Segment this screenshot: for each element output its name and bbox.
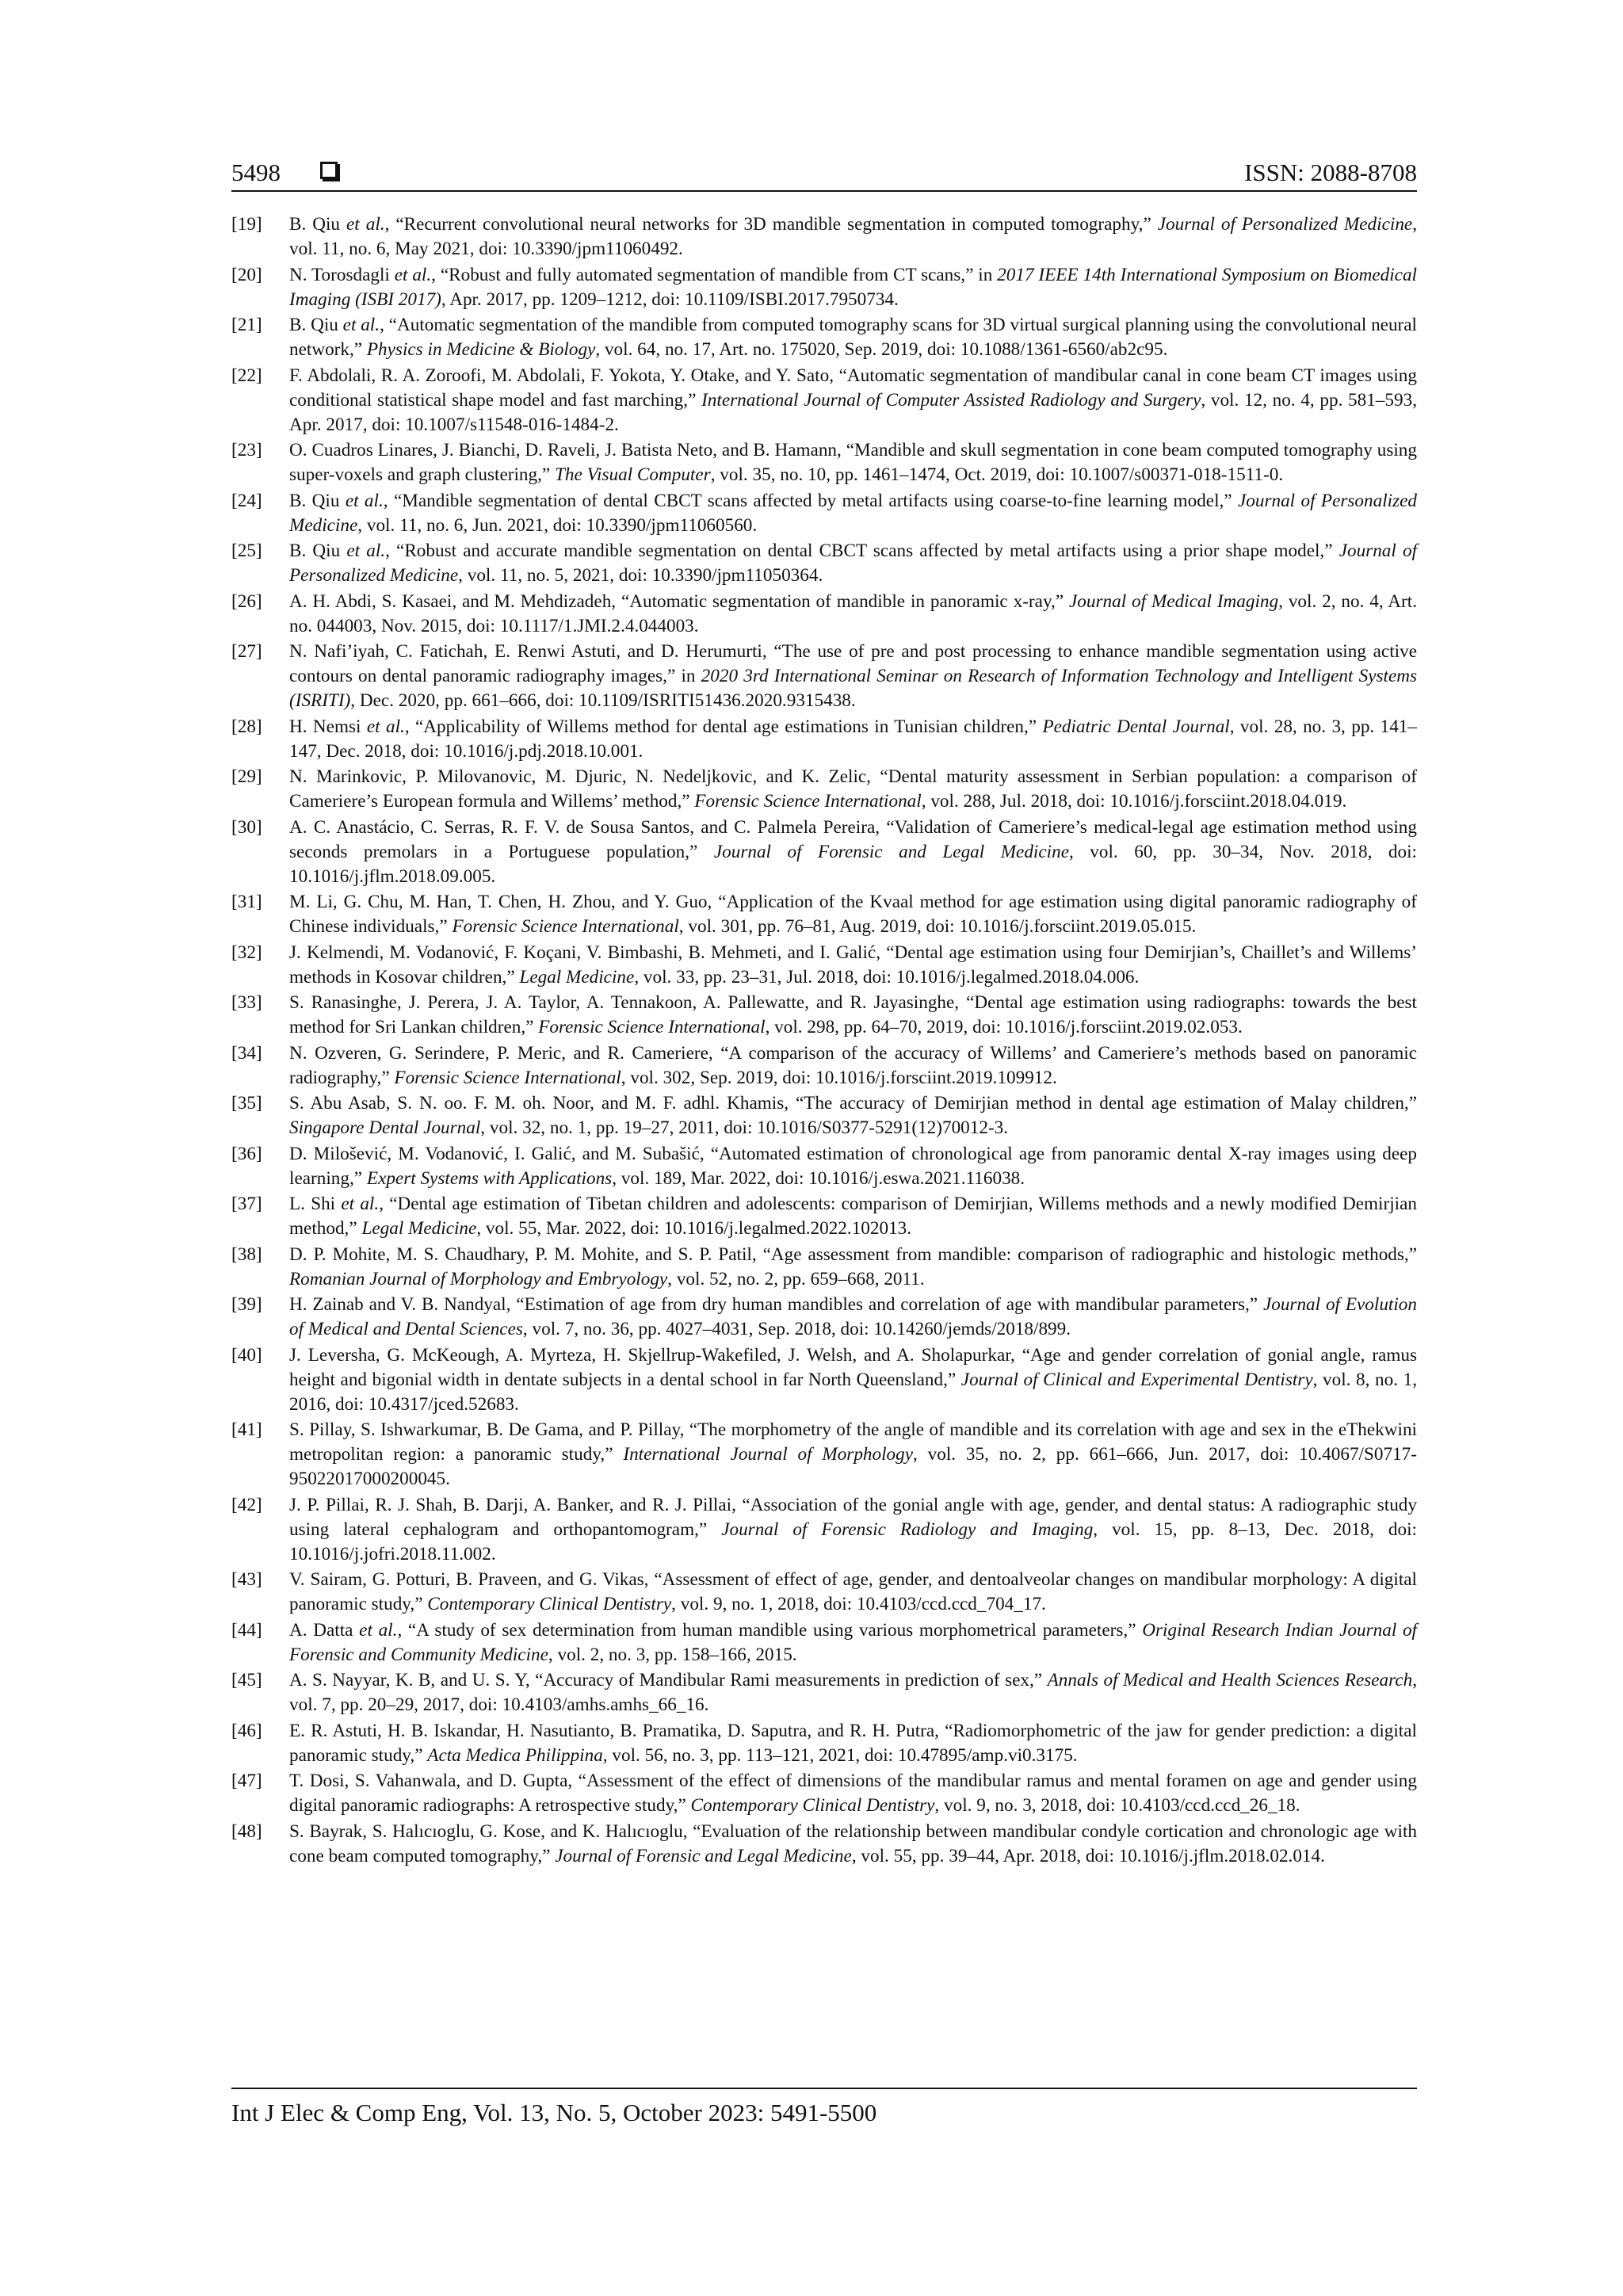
reference-number: [19]: [231, 214, 262, 235]
reference-details: , vol. 56, no. 3, pp. 113–121, 2021, doi: 10.47895/amp.vi0.3175.: [602, 1744, 1078, 1766]
reference-text: [289, 1820, 1417, 1869]
reference-authors: D. Milošević, M. Vodanović, I. Galić, and M. Subašić, “Automated estimation of chronological age from panoramic dental X-ray images using deep learning,”: [289, 1143, 1417, 1189]
reference-authors: F. Abdolali, R. A. Zoroofi, M. Abdolali, F. Yokota, Y. Otake, and Y. Sato, “Automatic segmentation of mandibular canal in cone beam CT images using conditional statistical shape model and fast marching,”: [289, 365, 1417, 411]
reference-venue: International Journal of Computer Assisted Radiology and Surgery: [701, 389, 1201, 411]
reference-venue: Forensic Science International: [694, 791, 922, 812]
reference-text: [289, 590, 1417, 639]
reference-number: [20]: [231, 264, 262, 285]
reference-text: [289, 765, 1417, 814]
reference-item: [231, 539, 1417, 588]
reference-number: [36]: [231, 1143, 262, 1164]
reference-text: [289, 890, 1417, 939]
reference-et-al: et al.: [366, 716, 405, 737]
reference-venue: Journal of Clinical and Experimental Dentistry: [960, 1369, 1313, 1390]
reference-text: [289, 1418, 1417, 1492]
reference-authors: O. Cuadros Linares, J. Bianchi, D. Raveli, J. Batista Neto, and B. Hamann, “Mandible and skull segmentation in cone beam computed tomography using super-voxels and graph clustering,”: [289, 440, 1417, 485]
reference-details: , vol. 7, no. 36, pp. 4027–4031, Sep. 2018, doi: 10.14260/jemds/2018/899.: [522, 1319, 1071, 1339]
reference-text: [289, 364, 1417, 437]
reference-venue: Journal of Personalized Medicine: [289, 541, 1418, 586]
reference-item: [231, 765, 1417, 814]
reference-number: [34]: [231, 1042, 262, 1064]
reference-item: [231, 1769, 1417, 1818]
reference-text: [289, 1041, 1417, 1091]
reference-details: , vol. 11, no. 5, 2021, doi: 10.3390/jpm11050364.: [458, 565, 823, 586]
reference-venue: Legal Medicine: [361, 1218, 477, 1239]
reference-venue: Contemporary Clinical Dentistry: [427, 1594, 672, 1614]
reference-text: [289, 1192, 1417, 1241]
reference-number: [45]: [231, 1670, 262, 1690]
page-header: [231, 155, 1417, 195]
reference-details: , vol. 2, no. 3, pp. 158–166, 2015.: [548, 1644, 797, 1665]
header-rule: [231, 190, 1417, 192]
reference-details: , vol. 35, no. 2, pp. 661–666, Jun. 2017, doi: 10.4067/S0717-95022017000200045.: [289, 1444, 1417, 1489]
reference-item: [231, 1668, 1417, 1717]
reference-number: [40]: [231, 1344, 262, 1366]
reference-venue: Forensic Science International: [394, 1067, 621, 1088]
reference-item: [231, 1568, 1417, 1617]
reference-number: [28]: [231, 716, 262, 737]
reference-number: [39]: [231, 1294, 262, 1315]
reference-item: [231, 1091, 1417, 1140]
reference-item: [231, 263, 1417, 312]
reference-title: , “Dental age estimation of Tibetan children and adolescents: comparison of Demirjian, Willems methods and a newly modified Demirjian method,”: [289, 1194, 1417, 1239]
reference-authors: A. S. Nayyar, K. B, and U. S. Y, “Accuracy of Mandibular Rami measurements in prediction of sex,”: [289, 1670, 1048, 1690]
reference-text: [289, 313, 1417, 362]
reference-text: [289, 1618, 1417, 1668]
reference-details: , vol. 60, pp. 30–34, Nov. 2018, doi: 10.1016/j.jflm.2018.09.005.: [289, 841, 1417, 887]
reference-text: [289, 1568, 1417, 1617]
reference-text: [289, 1493, 1417, 1567]
reference-number: [30]: [231, 816, 262, 838]
footer-rule: [231, 2088, 1417, 2089]
page-footer: Int J Elec & Comp Eng, Vol. 13, No. 5, October 2023: 5491-5500: [231, 2099, 877, 2126]
reference-number: [42]: [231, 1494, 262, 1515]
reference-number: [47]: [231, 1771, 262, 1791]
reference-number: [37]: [231, 1194, 262, 1214]
reference-item: [231, 364, 1417, 437]
reference-et-al: et al.: [345, 490, 384, 511]
reference-item: [231, 1192, 1417, 1241]
reference-item: [231, 640, 1417, 713]
reference-venue: Legal Medicine: [519, 966, 635, 988]
reference-number: [32]: [231, 942, 262, 963]
reference-item: [231, 438, 1417, 487]
reference-title: , “Mandible segmentation of dental CBCT scans affected by metal artifacts using coarse-to-fine learning model,”: [383, 490, 1238, 511]
reference-venue: 2017 IEEE 14th International Symposium on Biomedical Imaging (ISBI 2017): [289, 264, 1417, 310]
reference-number: [27]: [231, 641, 262, 662]
reference-venue: Forensic Science International: [452, 916, 679, 937]
reference-item: [231, 890, 1417, 939]
reference-venue: Journal of Forensic Radiology and Imaging: [721, 1519, 1094, 1540]
reference-text: [289, 640, 1417, 713]
reference-authors: S. Bayrak, S. Halıcıoglu, G. Kose, and K. Halıcıoglu, “Evaluation of the relationship between mandibular condyle cortication and chronologic age with cone beam computed tomography,”: [289, 1820, 1417, 1866]
reference-venue: Acta Medica Philippina: [427, 1744, 603, 1766]
reference-text: [289, 539, 1417, 588]
reference-details: , vol. 11, no. 6, Jun. 2021, doi: 10.3390/jpm11060560.: [357, 514, 758, 536]
reference-details: , vol. 64, no. 17, Art. no. 175020, Sep. 2019, doi: 10.1088/1361-6560/ab2c95.: [595, 339, 1168, 360]
reference-text: [289, 1719, 1417, 1768]
reference-details: , vol. 189, Mar. 2022, doi: 10.1016/j.eswa.2021.116038.: [612, 1167, 1025, 1189]
reference-venue: Pediatric Dental Journal: [1042, 716, 1230, 737]
reference-title: , “Recurrent convolutional neural networks for 3D mandible segmentation in computed tomography,”: [384, 214, 1158, 235]
reference-authors: H. Zainab and V. B. Nandyal, “Estimation of age from dry human mandibles and correlation of age with mandibular parameters,”: [289, 1294, 1263, 1315]
reference-authors: J. Leversha, G. McKeough, A. Myrteza, H. Skjellrup-Wakefiled, J. Welsh, and A. Sholapurkar, “Age and gender correlation of gonial angle, ramus height and bigonial width in dentate subjects in a dental school in far North Queensland,”: [289, 1344, 1417, 1390]
reference-item: [231, 941, 1417, 990]
reference-item: [231, 1293, 1417, 1342]
reference-authors: N. Nafi’iyah, C. Fatichah, E. Renwi Astuti, and D. Herumurti, “The use of pre and post processing to enhance mandible segmentation using active contours on dental panoramic radiography images,” in: [289, 641, 1417, 686]
reference-details: , Dec. 2020, pp. 661–666, doi: 10.1109/ISRITI51436.2020.9315438.: [350, 690, 856, 711]
reference-venue: Journal of Personalized Medicine: [1157, 214, 1413, 235]
reference-authors: L. Shi: [289, 1194, 342, 1214]
reference-et-al: et al.: [346, 541, 386, 561]
reference-text: [289, 438, 1417, 487]
reference-title: , “Robust and fully automated segmentation of mandible from CT scans,” in: [431, 264, 998, 285]
reference-et-al: et al.: [342, 315, 380, 335]
reference-text: [289, 991, 1417, 1040]
reference-authors: J. P. Pillai, R. J. Shah, B. Darji, A. Banker, and R. J. Pillai, “Association of the gonial angle with age, gender, and dental status: A radiographic study using lateral cephalogram and orthopantomogram,”: [289, 1494, 1417, 1540]
reference-et-al: et al.: [341, 1194, 380, 1214]
reference-authors: S. Abu Asab, S. N. oo. F. M. oh. Noor, and M. F. adhl. Khamis, “The accuracy of Demirjian method in dental age estimation of Malay children,”: [289, 1093, 1417, 1114]
reference-venue: Journal of Forensic and Legal Medicine: [555, 1845, 852, 1866]
reference-item: [231, 489, 1417, 538]
reference-text: [289, 816, 1417, 889]
reference-number: [29]: [231, 766, 262, 787]
reference-details: , vol. 9, no. 1, 2018, doi: 10.4103/ccd.ccd_704_17.: [671, 1594, 1046, 1614]
reference-number: [24]: [231, 490, 262, 511]
reference-number: [35]: [231, 1093, 262, 1114]
reference-details: , vol. 55, pp. 39–44, Apr. 2018, doi: 10.1016/j.jflm.2018.02.014.: [851, 1845, 1325, 1866]
reference-number: [25]: [231, 541, 262, 561]
reference-details: , vol. 52, no. 2, pp. 659–668, 2011.: [667, 1268, 925, 1289]
reference-venue: Contemporary Clinical Dentistry: [690, 1795, 935, 1816]
reference-venue: Physics in Medicine & Biology: [366, 339, 596, 360]
reference-venue: Journal of Evolution of Medical and Dental Sciences: [289, 1294, 1417, 1339]
reference-item: [231, 212, 1417, 262]
square-icon: [320, 162, 338, 179]
reference-venue: The Visual Computer: [555, 464, 711, 485]
reference-authors: N. Torosdagli: [289, 264, 395, 285]
reference-details: , vol. 12, no. 4, pp. 581–593, Apr. 2017, doi: 10.1007/s11548-016-1484-2.: [289, 389, 1418, 435]
reference-text: [289, 263, 1417, 312]
reference-authors: S. Pillay, S. Ishwarkumar, B. De Gama, and P. Pillay, “The morphometry of the angle of mandible and its correlation with age and sex in the eThekwini metropolitan region: a panoramic study,”: [289, 1419, 1417, 1465]
reference-details: , vol. 28, no. 3, pp. 141–147, Dec. 2018, doi: 10.1016/j.pdj.2018.10.001.: [289, 716, 1417, 762]
reference-details: , vol. 11, no. 6, May 2021, doi: 10.3390/jpm11060492.: [289, 214, 1418, 259]
reference-authors: N. Ozveren, G. Serindere, P. Meric, and R. Cameriere, “A comparison of the accuracy of Willems’ and Cameriere’s methods based on panoramic radiography,”: [289, 1042, 1417, 1088]
reference-number: [38]: [231, 1244, 262, 1265]
reference-item: [231, 715, 1417, 764]
reference-authors: V. Sairam, G. Potturi, B. Praveen, and G. Vikas, “Assessment of effect of age, gender, and dentoalveolar changes on mandibular morphology: A digital panoramic study,”: [289, 1569, 1417, 1614]
reference-venue: Original Research Indian Journal of Forensic and Community Medicine: [289, 1619, 1417, 1665]
reference-text: [289, 1293, 1417, 1342]
reference-authors: B. Qiu: [289, 315, 343, 335]
reference-venue: Forensic Science International: [538, 1017, 766, 1037]
reference-item: [231, 816, 1417, 889]
reference-authors: H. Nemsi: [289, 716, 367, 737]
reference-details: , vol. 8, no. 1, 2016, doi: 10.4317/jced.52683.: [289, 1369, 1417, 1415]
reference-item: [231, 1719, 1417, 1768]
reference-authors: A. C. Anastácio, C. Serras, R. F. V. de Sousa Santos, and C. Palmela Pereira, “Validation of Cameriere’s medical-legal age estimation method using seconds premolars in a Portuguese population,”: [289, 816, 1417, 862]
reference-authors: A. Datta: [289, 1619, 360, 1641]
reference-details: , vol. 32, no. 1, pp. 19–27, 2011, doi: 10.1016/S0377-5291(12)70012-3.: [480, 1117, 1009, 1138]
reference-venue: Journal of Medical Imaging: [1069, 590, 1279, 612]
reference-details: , vol. 35, no. 10, pp. 1461–1474, Oct. 2019, doi: 10.1007/s00371-018-1511-0.: [710, 464, 1284, 485]
reference-authors: B. Qiu: [289, 214, 347, 235]
reference-details: , vol. 33, pp. 23–31, Jul. 2018, doi: 10.1016/j.legalmed.2018.04.006.: [634, 966, 1140, 988]
reference-authors: J. Kelmendi, M. Vodanović, F. Koçani, V. Bimbashi, B. Mehmeti, and I. Galić, “Dental age estimation using four Demirjian’s, Chaillet’s and Willems’ methods in Kosovar children,”: [289, 942, 1417, 988]
reference-number: [43]: [231, 1569, 262, 1590]
reference-details: , vol. 15, pp. 8–13, Dec. 2018, doi: 10.1016/j.jofri.2018.11.002.: [289, 1519, 1418, 1564]
reference-venue: Romanian Journal of Morphology and Embryology: [289, 1268, 668, 1289]
reference-number: [26]: [231, 590, 262, 612]
reference-details: , Apr. 2017, pp. 1209–1212, doi: 10.1109/ISBI.2017.7950734.: [441, 288, 899, 310]
issn: ISSN: 2088-8708: [1244, 159, 1417, 186]
reference-number: [46]: [231, 1720, 262, 1741]
reference-text: [289, 1142, 1417, 1191]
reference-number: [23]: [231, 440, 262, 460]
reference-number: [48]: [231, 1820, 262, 1842]
reference-authors: S. Ranasinghe, J. Perera, J. A. Taylor, A. Tennakoon, A. Pallewatte, and R. Jayasinghe, “Dental age estimation using radiographs: towards the best method for Sri Lankan children,”: [289, 992, 1417, 1037]
reference-text: [289, 1091, 1417, 1140]
reference-authors: M. Li, G. Chu, M. Han, T. Chen, H. Zhou, and Y. Guo, “Application of the Kvaal method for age estimation using digital panoramic radiography of Chinese individuals,”: [289, 892, 1417, 937]
reference-text: [289, 1243, 1417, 1292]
reference-details: , vol. 298, pp. 64–70, 2019, doi: 10.1016/j.forsciint.2019.02.053.: [765, 1017, 1243, 1037]
reference-number: [33]: [231, 992, 262, 1013]
reference-details: , vol. 55, Mar. 2022, doi: 10.1016/j.legalmed.2022.102013.: [476, 1218, 912, 1239]
reference-text: [289, 715, 1417, 764]
reference-number: [22]: [231, 365, 262, 386]
reference-item: [231, 313, 1417, 362]
reference-item: [231, 1343, 1417, 1417]
reference-number: [41]: [231, 1419, 262, 1440]
reference-number: [31]: [231, 892, 262, 912]
reference-item: [231, 1418, 1417, 1492]
reference-number: [44]: [231, 1619, 262, 1641]
reference-item: [231, 1041, 1417, 1091]
reference-item: [231, 1820, 1417, 1869]
reference-venue: Journal of Forensic and Legal Medicine: [713, 841, 1069, 862]
reference-authors: E. R. Astuti, H. B. Iskandar, H. Nasutianto, B. Pramatika, D. Saputra, and R. H. Putra, “Radiomorphometric of the jaw for gender prediction: a digital panoramic study,”: [289, 1720, 1417, 1766]
reference-details: , vol. 9, no. 3, 2018, doi: 10.4103/ccd.ccd_26_18.: [934, 1795, 1300, 1816]
reference-title: , “A study of sex determination from human mandible using various morphometrical parameters,”: [397, 1619, 1143, 1641]
reference-authors: N. Marinkovic, P. Milovanovic, M. Djuric, N. Nedeljkovic, and K. Zelic, “Dental maturity assessment in Serbian population: a comparison of Cameriere’s European formula and Willems’ method,”: [289, 766, 1417, 812]
reference-venue: Singapore Dental Journal: [289, 1117, 481, 1138]
reference-text: [289, 1769, 1417, 1818]
reference-title: , “Applicability of Willems method for dental age estimations in Tunisian children,”: [404, 716, 1043, 737]
reference-venue: Journal of Personalized Medicine: [289, 490, 1417, 536]
reference-text: [289, 1668, 1417, 1717]
reference-authors: A. H. Abdi, S. Kasaei, and M. Mehdizadeh, “Automatic segmentation of mandible in panoramic x-ray,”: [289, 590, 1070, 612]
reference-authors: B. Qiu: [289, 541, 347, 561]
reference-item: [231, 1243, 1417, 1292]
reference-title: , “Robust and accurate mandible segmentation on dental CBCT scans affected by metal artifacts using a prior shape model,”: [385, 541, 1339, 561]
reference-number: [21]: [231, 315, 262, 335]
reference-item: [231, 1142, 1417, 1191]
reference-authors: B. Qiu: [289, 490, 346, 511]
page-number: 5498: [231, 159, 281, 186]
reference-text: [289, 212, 1417, 262]
reference-venue: Annals of Medical and Health Sciences Research: [1047, 1670, 1413, 1690]
reference-details: , vol. 302, Sep. 2019, doi: 10.1016/j.forsciint.2019.109912.: [621, 1067, 1057, 1088]
reference-title: , “Automatic segmentation of the mandible from computed tomography scans for 3D virtual surgical planning using the convolutional neural network,”: [289, 315, 1418, 360]
reference-et-al: et al.: [346, 214, 385, 235]
reference-text: [289, 1343, 1417, 1417]
reference-venue: Expert Systems with Applications: [366, 1167, 613, 1189]
reference-authors: T. Dosi, S. Vahanwala, and D. Gupta, “Assessment of the effect of dimensions of the mandibular ramus and mental foramen on age and gender using digital panoramic radiographs: A retrospective study,”: [289, 1771, 1417, 1816]
reference-authors: D. P. Mohite, M. S. Chaudhary, P. M. Mohite, and S. P. Patil, “Age assessment from mandible: comparison of radiographic and histologic methods,”: [289, 1244, 1417, 1265]
reference-details: , vol. 2, no. 4, Art. no. 044003, Nov. 2015, doi: 10.1117/1.JMI.2.4.044003.: [289, 590, 1417, 636]
reference-details: , vol. 301, pp. 76–81, Aug. 2019, doi: 10.1016/j.forsciint.2019.05.015.: [678, 916, 1197, 937]
reference-item: [231, 590, 1417, 639]
reference-details: , vol. 288, Jul. 2018, doi: 10.1016/j.forsciint.2018.04.019.: [921, 791, 1347, 812]
reference-venue: International Journal of Morphology: [623, 1444, 914, 1465]
reference-list: [231, 212, 1417, 1870]
reference-venue: 2020 3rd International Seminar on Research of Information Technology and Intelligent Systems (ISRITI): [289, 666, 1418, 711]
reference-text: [289, 489, 1417, 538]
reference-details: , vol. 7, pp. 20–29, 2017, doi: 10.4103/amhs.amhs_66_16.: [289, 1670, 1417, 1715]
reference-item: [231, 1493, 1417, 1567]
reference-et-al: et al.: [394, 264, 432, 285]
reference-item: [231, 1618, 1417, 1668]
reference-item: [231, 991, 1417, 1040]
reference-et-al: et al.: [359, 1619, 398, 1641]
reference-text: [289, 941, 1417, 990]
